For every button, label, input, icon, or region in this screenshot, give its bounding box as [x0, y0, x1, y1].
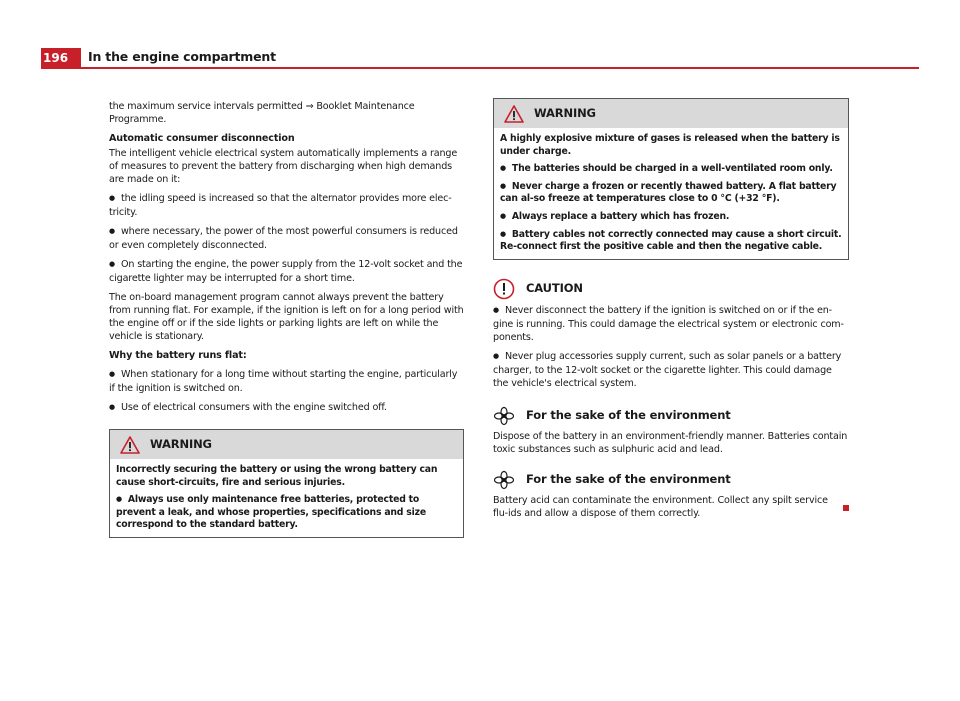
list-item: ● Always use only maintenance free batteries, protected to prevent a leak, and whose properties, specifications and size correspond to the standard battery. — [116, 494, 457, 532]
page-number: 196 — [41, 48, 81, 68]
para-management: The on-board management program cannot always prevent the battery from running flat. For example, if the ignition is left on for a long period with the engine off or if the side lights or parking lights are left on while the vehicle is stationary. — [109, 292, 464, 342]
caution-icon — [493, 278, 515, 300]
environment-text: Battery acid can contaminate the environment. Collect any spilt service flu-ids and allow a dispose of them correctly. — [493, 494, 828, 519]
heading-flat: Why the battery runs flat: — [109, 350, 247, 361]
section-end-marker — [843, 505, 849, 511]
warning-header — [494, 99, 848, 128]
warning-box — [109, 429, 464, 538]
right-column — [493, 98, 849, 526]
header-rule — [41, 67, 919, 69]
warning-header — [110, 430, 463, 459]
environment-heading — [493, 470, 849, 490]
intro-text: the maximum service intervals permitted ⇒ Booklet Maintenance Programme. — [109, 101, 415, 125]
list-item: ● The batteries should be charged in a well-ventilated room only. — [500, 163, 842, 176]
para-system: The intelligent vehicle electrical system automatically implements a range of measures to prevent the battery from discharging when high demands are made on it: — [109, 148, 458, 185]
heading-disconnection: Automatic consumer disconnection — [109, 133, 295, 144]
warning-body — [110, 459, 463, 537]
list-item: ● Always replace a battery which has frozen. — [500, 211, 842, 224]
list-item: ● Use of electrical consumers with the engine switched off. — [109, 401, 464, 415]
list-item: ● On starting the engine, the power supply from the 12-volt socket and the cigarette lighter may be interrupted for a short time. — [109, 258, 464, 285]
list-item: ● where necessary, the power of the most powerful consumers is reduced or even completely disconnected. — [109, 225, 464, 252]
list-item: ● Never charge a frozen or recently thawed battery. A flat battery can al-so freeze at temperatures close to 0 °C (+32 °F). — [500, 181, 842, 206]
environment-flower-icon — [493, 470, 515, 490]
list-item: ● the idling speed is increased so that the alternator provides more elec-tricity. — [109, 192, 464, 219]
warning-box — [493, 98, 849, 260]
environment-block — [493, 494, 849, 520]
list-item: ● Battery cables not correctly connected may cause a short circuit. Re-connect first the positive cable and then the negative cable. — [500, 229, 842, 254]
caution-heading — [493, 278, 849, 300]
environment-text: Dispose of the battery in an environment-friendly manner. Batteries contain toxic substances such as sulphuric acid and lead. — [493, 430, 848, 455]
environment-flower-icon — [493, 406, 515, 426]
warning-title: WARNING — [534, 106, 596, 120]
warning-title: WARNING — [150, 437, 212, 451]
warning-body — [494, 128, 848, 259]
environment-heading — [493, 406, 849, 426]
page-title: In the engine compartment — [88, 49, 276, 64]
warning-triangle-icon — [120, 436, 140, 454]
list-item: ● When stationary for a long time without starting the engine, particularly if the ignition is switched on. — [109, 368, 464, 395]
environment-title: For the sake of the environment — [526, 472, 731, 487]
list-item: ● Never plug accessories supply current, such as solar panels or a battery charger, to the 12-volt socket or the cigarette lighter. This could damage the vehicle's electrical system. — [493, 350, 849, 390]
caution-title: CAUTION — [526, 281, 583, 296]
warning-triangle-icon — [504, 105, 524, 123]
warning-intro: Incorrectly securing the battery or using the wrong battery can cause short-circuits, fire and serious injuries. — [116, 464, 438, 488]
left-column — [109, 100, 464, 538]
list-item: ● Never disconnect the battery if the ignition is switched on or if the en-gine is running. This could damage the electrical system or electronic com-ponents. — [493, 304, 849, 344]
environment-title: For the sake of the environment — [526, 408, 731, 423]
warning-intro: A highly explosive mixture of gases is released when the battery is under charge. — [500, 133, 840, 157]
